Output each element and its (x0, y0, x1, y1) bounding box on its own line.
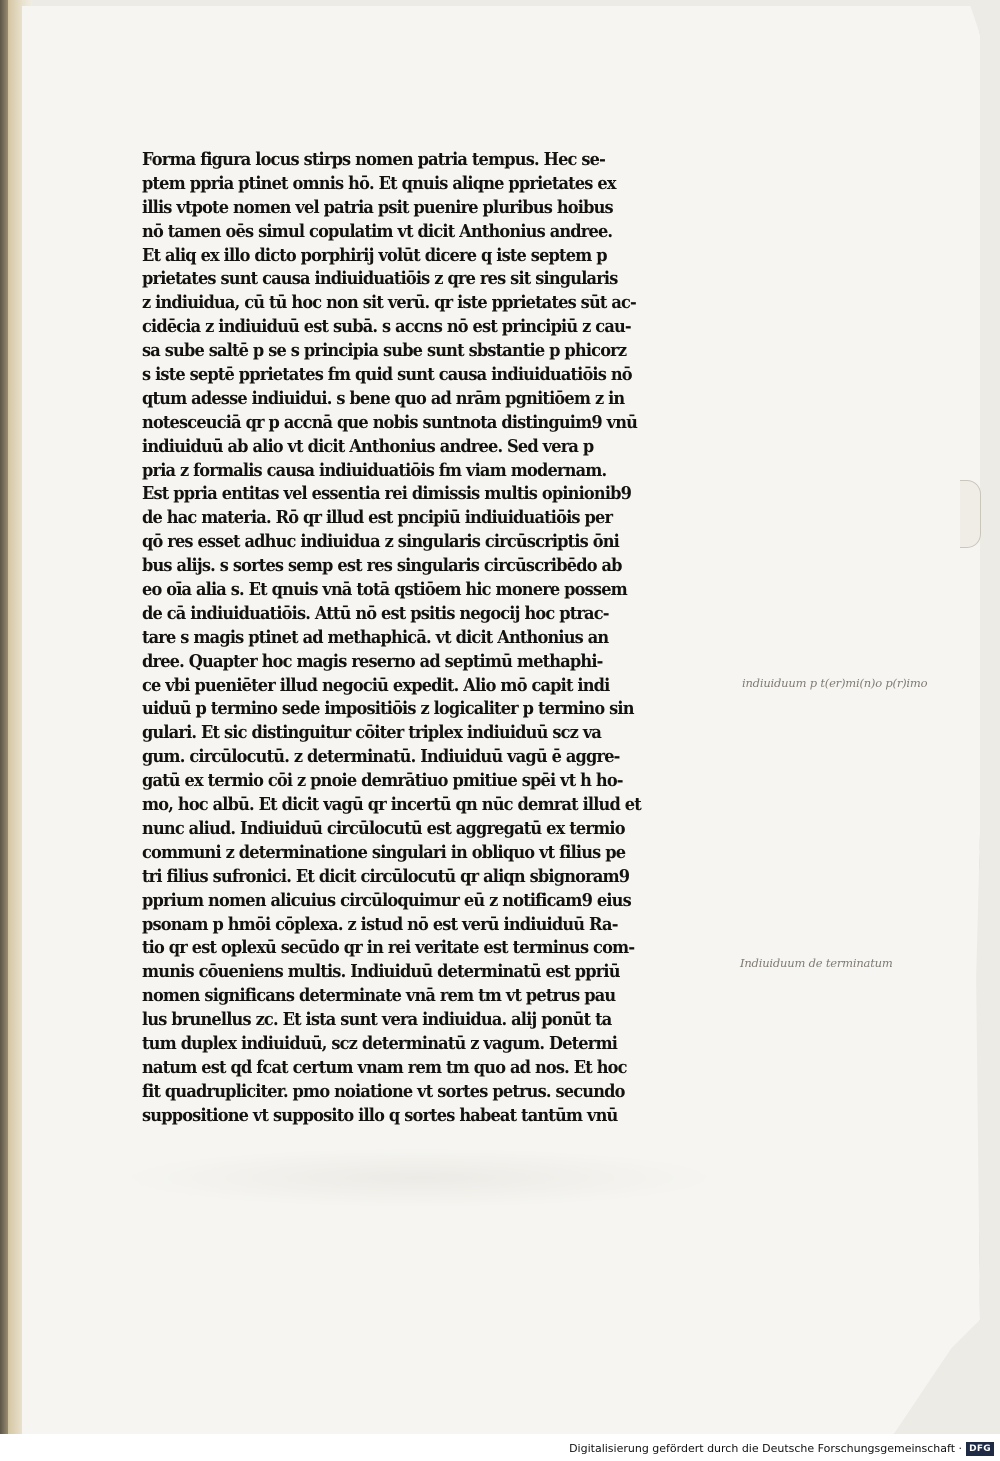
text-line: nomen significans determinate vnā rem tm vt petrus pau (142, 985, 616, 1007)
text-line: s iste septē pprietates fm quid sunt causa indiuiduatiōis nō (142, 364, 632, 386)
text-line: z indiuidua, cū tū hoc non sit verū. qr iste pprietates sūt ac- (142, 292, 636, 314)
ink-offset-smudge (120, 1148, 720, 1208)
text-line: nō tamen oēs simul copulatim vt dicit Anthonius andree. (142, 220, 613, 242)
text-line: qtum adesse indiuidui. s bene quo ad nrām pgnitiōem z in (142, 387, 625, 409)
binding-shadow (0, 0, 8, 1440)
text-line: gatū ex termio cōi z pnoie demrātiuo pmitiue spēi vt h ho- (142, 770, 623, 792)
text-line: prietates sunt causa indiuiduatiōis z qre res sit singularis (142, 268, 618, 290)
text-line: munis cōueniens multis. Indiuiduū determinatū est ppriū (142, 961, 620, 983)
text-line: gum. circūlocutū. z determinatū. Indiuiduū vagū ē aggre- (142, 746, 620, 768)
page-leaf-tab (960, 480, 981, 548)
text-line: gulari. Et sic distinguitur cōiter triplex indiuiduū scz va (142, 722, 602, 744)
text-line: tio qr est oplexū secūdo qr in rei veritate est terminus com- (142, 937, 635, 959)
marginal-note-2: Indiuiduum de terminatum (740, 956, 893, 970)
text-line: lus brunellus zc. Et ista sunt vera indiuidua. alij ponūt ta (142, 1009, 612, 1031)
text-line: suppositione vt supposito illo q sortes habeat tantūm vnū (142, 1104, 618, 1126)
text-line: illis vtpote nomen vel patria psit puenire pluribus hoibus (142, 196, 613, 218)
text-line: fit quadrupliciter. pmo noiatione vt sortes petrus. secundo (142, 1080, 625, 1102)
text-line: sa sube saltē p se s principia sube sunt sbstantie p phicorz (142, 340, 627, 362)
text-line: Est ppria entitas vel essentia rei dimissis multis opinionib9 (142, 483, 632, 505)
text-line: pprium nomen alicuius circūloquimur eū z notificam9 eius (142, 889, 631, 911)
text-line: communi z determinatione singulari in obliquo vt filius pe (142, 841, 626, 863)
text-line: cidēcia z indiuiduū est subā. s accns nō est principiū z cau- (142, 316, 631, 338)
text-line: de cā indiuiduatiōis. Attū nō est psitis negocij hoc ptrac- (142, 602, 609, 624)
footer-bar (0, 1434, 1000, 1461)
text-line: natum est qd fcat certum vnam rem tm quo ad nos. Et hoc (142, 1056, 627, 1078)
marginal-note-1: indiuiduum p t(er)mi(n)o p(r)imo (742, 676, 928, 690)
text-line: ce vbi pueniēter illud negociū expedit. Alio mō capit indi (142, 674, 610, 696)
text-line: pria z formalis causa indiuiduatiōis fm viam modernam. (142, 459, 607, 481)
text-line: Et aliq ex illo dicto porphirij volūt dicere q iste septem p (142, 244, 607, 266)
body-text-block (142, 148, 732, 1128)
text-line: ptem ppria ptinet omnis hō. Et qnuis aliqne pprietates ex (142, 172, 616, 194)
text-line: qō res esset adhuc indiuidua z singularis circūscriptis ōni (142, 531, 619, 553)
text-line: indiuiduū ab alio vt dicit Anthonius andree. Sed vera p (142, 435, 594, 457)
text-line: Forma figura locus stirps nomen patria tempus. Hec se- (142, 149, 606, 170)
text-line: de hac materia. Rō qr illud est pncipiū indiuiduatiōis per (142, 507, 613, 529)
text-line: nunc aliud. Indiuiduū circūlocutū est aggregatū ex termio (142, 817, 625, 839)
text-line: tare s magis ptinet ad methaphicā. vt dicit Anthonius an (142, 626, 609, 648)
text-line: tum duplex indiuiduū, scz determinatū z vagum. Determi (142, 1032, 618, 1054)
text-line: bus alijs. s sortes semp est res singularis circūscribēdo ab (142, 555, 622, 577)
dfg-logo: DFG (966, 1442, 994, 1456)
text-line: notesceuciā qr p accnā que nobis suntnota distinguim9 vnū (142, 411, 638, 433)
text-line: mo, hoc albū. Et dicit vagū qr incertū qn nūc demrat illud et (142, 794, 641, 816)
text-line: psonam p hmōi cōplexa. z istud nō est verū indiuiduū Ra- (142, 913, 618, 935)
text-line: dree. Quapter hoc magis reserno ad septimū methaphi- (142, 650, 603, 672)
text-line: uiduū p termino sede impositiōis z logicaliter p termino sin (142, 698, 634, 720)
funding-credit: Digitalisierung gefördert durch die Deutsche Forschungsgemeinschaft · (569, 1442, 962, 1455)
text-line: tri filius sufronici. Et dicit circūlocutū qr aliqn sbignoram9 (142, 865, 630, 887)
text-line: eo oīa alia s. Et qnuis vnā totā qstiōem hic monere possem (142, 579, 627, 601)
